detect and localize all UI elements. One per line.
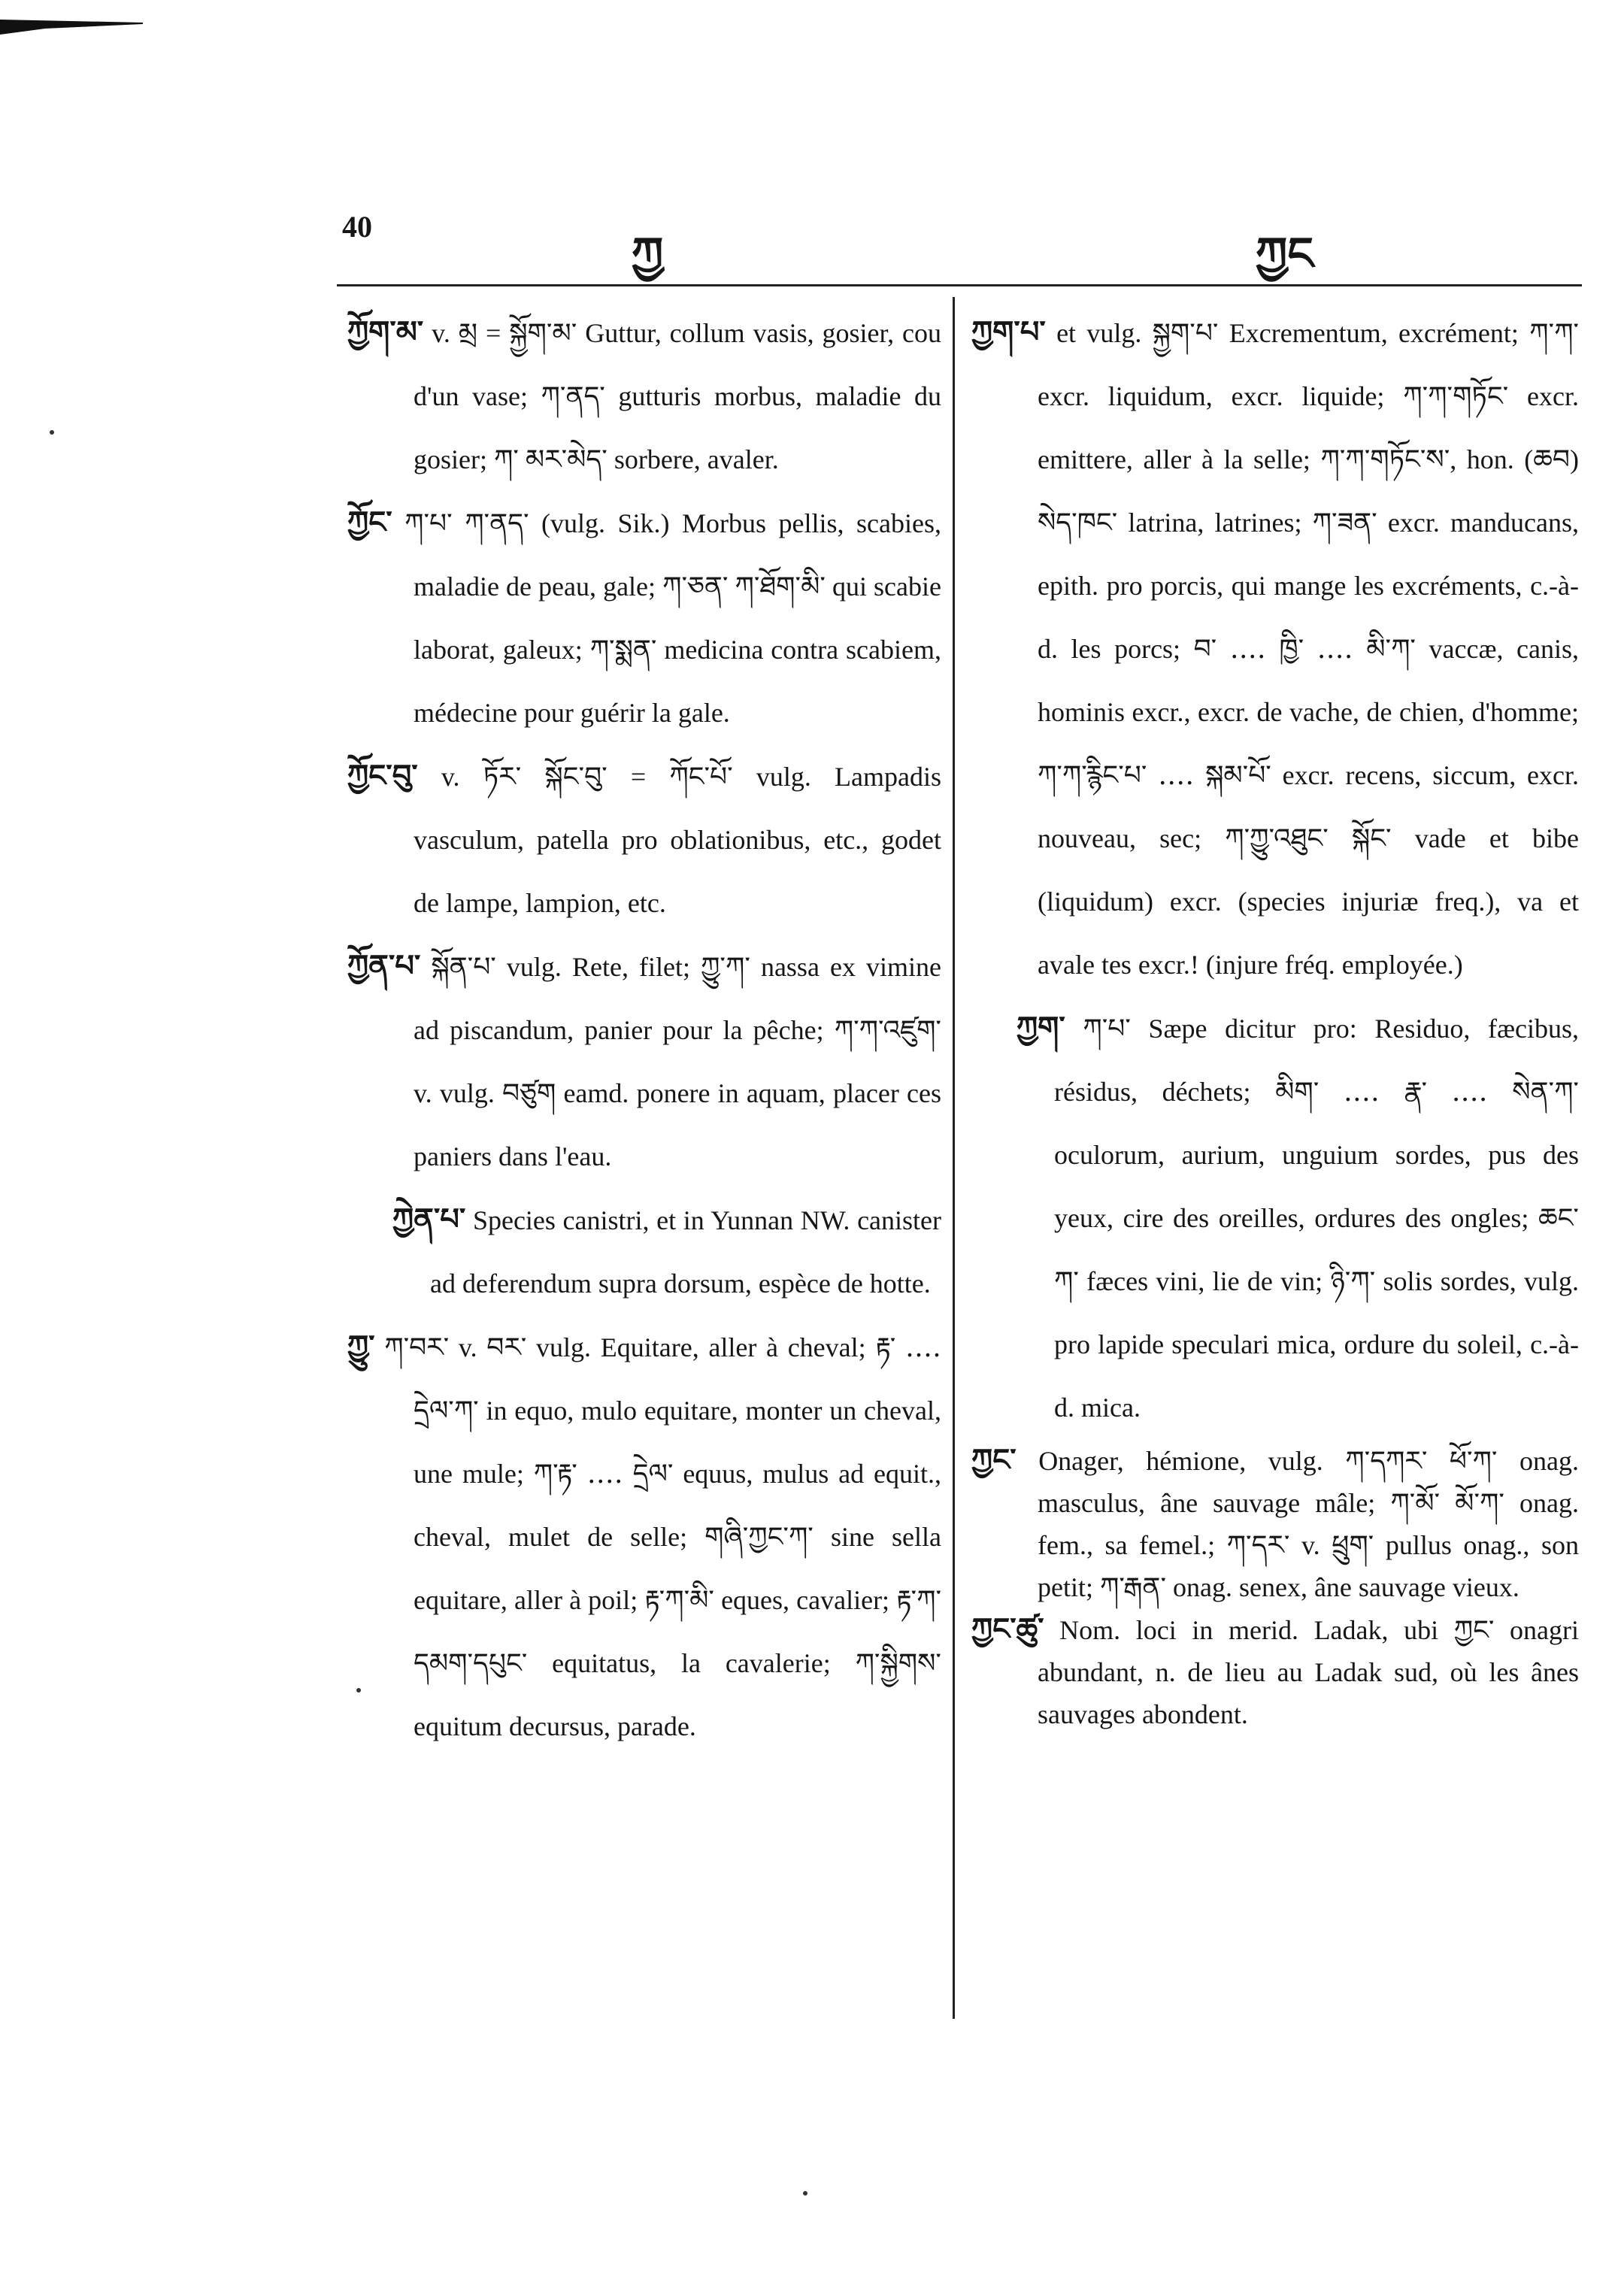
scan-speck [50,430,54,435]
entry-definition: ཀ་བར་ v. བར་ vulg. Equitare, aller à cheval; རྟ་ ‥‥ དྲེལ་ཀ་ in equo, mulo equitare, monter un cheval, une mule; ཀ་རྟ་ ‥‥ དྲེལ་ equus, mulus ad equit., cheval, mulet de selle; གཞི་ཀྱང་ཀ་ sine sella equitare, aller à poil; རྟ་ཀ་མི་ eques, cavalier; རྟ་ཀ་དམག་དཔུང་ equitatus, la cavalerie; ཀ་སྐྱིགས་ equitum decursus, parade. [384,1332,941,1741]
entry-headword: ཀྱོན་པ་ [347,949,421,983]
entry-headword: ཀྱང་ཚུ་ [971,1612,1044,1646]
dictionary-entry-kyag [971,996,1579,1439]
entry-headword: ཀྱག་ [1017,1011,1065,1044]
entry-headword: ཀྱུ་ [347,1329,375,1363]
entry-headword: ཀྱང་ [971,1443,1017,1477]
scan-speck [803,2191,807,2196]
right-column [971,301,1579,1735]
entry-headword: ཀྱེན་པ་ [392,1202,466,1236]
entry-headword: ཀྱོང་བུ་ [347,759,418,792]
dictionary-entry-kyu [347,1315,941,1758]
running-head-right: ཀྱང [1256,229,1313,279]
entry-definition: ཀ་པ་ Sæpe dicitur pro: Residuo, fæcibus, résidus, déchets; མིག་ ‥‥ རྣ་ ‥‥ སེན་ཀ་ oculorum, aurium, unguium sordes, pus des yeux, cire des oreilles, ordures des ongles; ཆང་ཀ་ fæces vini, lie de vin; ཉི་ཀ་ solis sordes, vulg. pro lapide speculari mica, ordure du soleil, c.-à-d. mica. [1054,1014,1579,1423]
dictionary-entry-kyag-pa [971,301,1579,996]
dictionary-entry-kyog-ma [347,301,941,491]
dictionary-entry-kyang-tsu [971,1608,1579,1735]
entry-definition: སྐོན་པ་ vulg. Rete, filet; ཀྱུ་ཀ་ nassa ex vimine ad piscandum, panier pour la pêche; ཀ་ཀ་འཛུག་ v. vulg. བཙུག eamd. ponere in aquam, placer ces paniers dans l'eau. [414,952,942,1171]
entry-definition: Nom. loci in merid. Ladak, ubi ཀྱང་ onagri abundant, n. de lieu au Ladak sud, où les ânes sauvages abondent. [1038,1615,1579,1729]
dictionary-entry-kyang [971,1439,1579,1608]
left-column [347,301,941,1758]
entry-definition: et vulg. སྐྱག་པ་ Excrementum, excrément; ཀ་ཀ་ excr. liquidum, excr. liquide; ཀ་ཀ་གཏོང་ excr. emittere, aller à la selle; ཀ་ཀ་གཏོང་ས་, hon. (ཆབ) སེད་ཁང་ latrina, latrines; ཀ་ཟན་ excr. manducans, epith. pro porcis, qui mange les excréments, c.-à-d. les porcs; བ་ ‥‥ ཁྱི་ ‥‥ མི་ཀ་ vaccæ, canis, hominis excr., excr. de vache, de chien, d'homme; ཀ་ཀ་རྙིང་པ་ ‥‥ སྐམ་པོ་ excr. recens, siccum, excr. nouveau, sec; ཀ་ཀྱུ་འཐུང་ སྐོང་ vade et bibe (liquidum) excr. (species injuriæ freq.), va et avale tes excr.! (injure fréq. employée.) [1038,318,1579,980]
entry-headword: ཀྱོང་ [347,505,392,539]
entry-definition: Onager, hémione, vulg. ཀ་དཀར་ ཕོ་ཀ་ onag. masculus, âne sauvage mâle; ཀ་མོ་ མོ་ཀ་ onag. fem., sa femel.; ཀ་དར་ v. ཕྲུག་ pullus onag., son petit; ཀ་རྒན་ onag. senex, âne sauvage vieux. [1038,1446,1579,1602]
entry-definition: v. མྲ = སྐྱོག་མ་ Guttur, collum vasis, gosier, cou d'un vase; ཀ་ནད་ gutturis morbus, maladie du gosier; ཀ་ མར་མེད་ sorbere, avaler. [414,318,942,474]
header-rule [337,284,1582,286]
dictionary-entry-kyong [347,491,941,744]
entry-definition: Species canistri, et in Yunnan NW. canister ad deferendum supra dorsum, espèce de hotte. [430,1205,942,1299]
entry-definition: ཀ་པ་ ཀ་ནད་ (vulg. Sik.) Morbus pellis, scabies, maladie de peau, gale; ཀ་ཅན་ ཀ་ཐོག་མི་ qui scabie laborat, galeux; ཀ་སྨན་ medicina contra scabiem, médecine pour guérir la gale. [404,508,942,728]
entry-definition: v. ཏོར་ སྐོང་བུ་ = ཀོང་པོ་ vulg. Lampadis vasculum, patella pro oblationibus, etc., godet de lampe, lampion, etc. [414,762,941,918]
entry-headword: ཀྱོག་མ་ [347,315,424,349]
scan-corner-mark [0,15,143,36]
dictionary-entry-kyen-pa [347,1188,941,1315]
dictionary-entry-kyong-bu [347,744,941,935]
entry-headword: ཀྱག་པ་ [971,315,1046,349]
running-head-left: ཀྱ [632,229,664,279]
dictionary-entry-kyon-pa [347,935,941,1188]
column-divider [953,297,955,2019]
page-number: 40 [342,210,372,244]
